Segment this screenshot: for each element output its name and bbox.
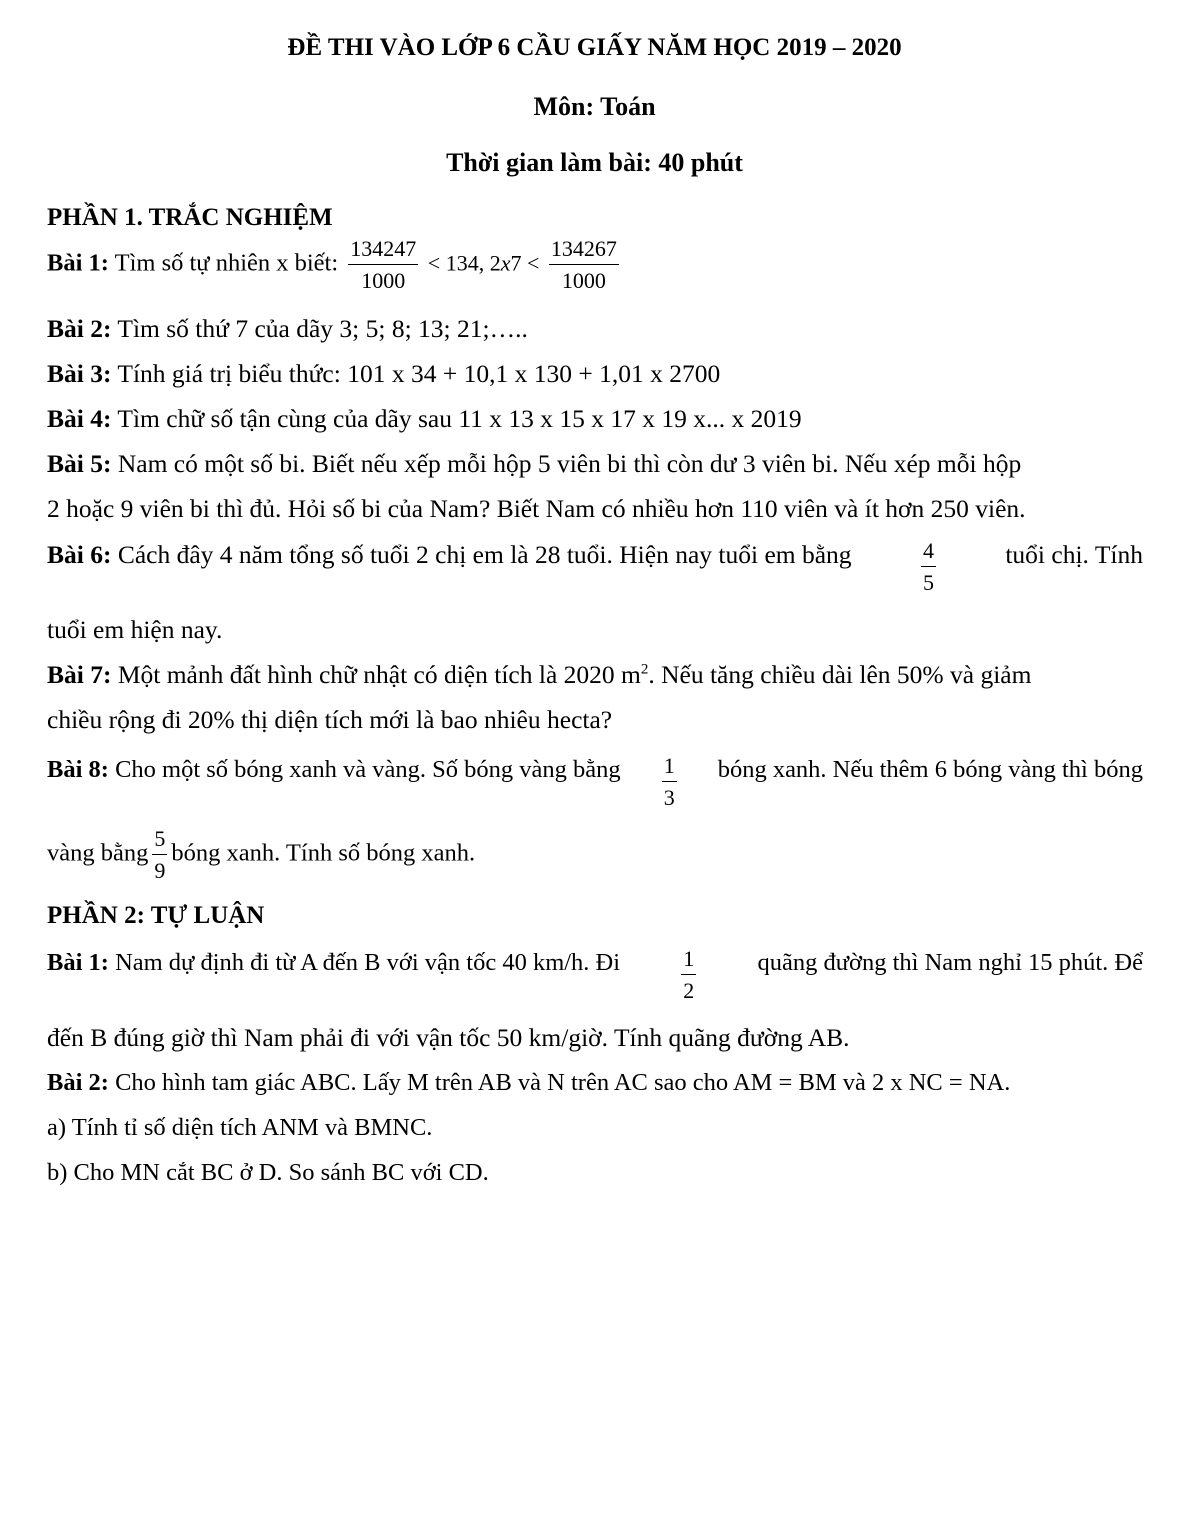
fraction-denominator: 1000 bbox=[561, 268, 606, 293]
p1-question-6-line1 bbox=[47, 540, 1143, 594]
inequality-part: < 134, 2 bbox=[422, 250, 501, 276]
question-lead bbox=[47, 540, 852, 594]
exam-title: ĐỀ THI VÀO LỚP 6 CẦU GIẤY NĂM HỌC 2019 – 2020 bbox=[287, 34, 902, 61]
question-text: vàng bằng bbox=[47, 839, 149, 867]
fraction bbox=[921, 540, 936, 594]
fraction-denominator: 1000 bbox=[361, 268, 406, 293]
fraction-numerator: 134267 bbox=[549, 238, 619, 265]
p1-question-6-line2: tuổi em hiện nay. bbox=[47, 615, 223, 644]
fraction-denominator: 3 bbox=[663, 785, 675, 810]
question-text: tuổi chị. Tính bbox=[1005, 540, 1143, 569]
question-text: quãng đường thì Nam nghỉ 15 phút. Để bbox=[757, 949, 1143, 976]
p1-question-3 bbox=[47, 359, 720, 389]
p1-question-2 bbox=[47, 314, 528, 344]
question-text: Tìm số tự nhiên x biết: bbox=[108, 249, 345, 277]
question-label: Bài 3: bbox=[47, 359, 112, 388]
fraction-numerator: 1 bbox=[681, 948, 696, 975]
p2-question-1-line2: đến B đúng giờ thì Nam phải đi với vận tốc 50 km/giờ. Tính quãng đường AB. bbox=[47, 1023, 850, 1052]
question-label: Bài 2: bbox=[47, 1069, 109, 1096]
question-text: bóng xanh. Tính số bóng xanh. bbox=[171, 839, 476, 867]
fraction bbox=[681, 948, 696, 1002]
fraction-denominator: 2 bbox=[683, 978, 695, 1003]
p1-question-4 bbox=[47, 404, 802, 434]
superscript: 2 bbox=[640, 661, 649, 678]
question-label: Bài 1: bbox=[47, 949, 109, 976]
question-label: Bài 4: bbox=[47, 404, 112, 433]
p1-question-5-line2: 2 hoặc 9 viên bi thì đủ. Hỏi số bi của Nam? Biết Nam có nhiều hơn 110 viên và ít hơn 250 viên. bbox=[47, 494, 1026, 523]
fraction-numerator: 5 bbox=[152, 828, 167, 855]
p2-question-2b: b) Cho MN cắt BC ở D. So sánh BC với CD. bbox=[47, 1159, 489, 1186]
p1-question-7-line2: chiều rộng đi 20% thị diện tích mới là bao nhiêu hecta? bbox=[47, 705, 613, 734]
question-label: Bài 7: bbox=[47, 660, 112, 689]
question-text: Nam dự định đi từ A đến B với vận tốc 40 km/h. Đi bbox=[108, 949, 621, 976]
variable-x: x bbox=[500, 250, 511, 276]
part2-heading: PHẦN 2: TỰ LUẬN bbox=[47, 902, 265, 929]
p1-question-5-line1 bbox=[47, 449, 1021, 479]
inequality-part: 7 < bbox=[510, 250, 545, 276]
p1-question-1 bbox=[47, 238, 623, 292]
fraction-numerator: 4 bbox=[921, 540, 936, 567]
question-text: Cho một số bóng xanh và vàng. Số bóng vàng bằng bbox=[108, 756, 621, 783]
question-text: bóng xanh. Nếu thêm 6 bóng vàng thì bóng bbox=[717, 756, 1143, 783]
fraction-denominator: 9 bbox=[154, 858, 166, 883]
question-text: Cho hình tam giác ABC. Lấy M trên AB và N trên AC sao cho AM = BM và 2 x NC = NA. bbox=[108, 1069, 1011, 1096]
p1-question-8-line2 bbox=[47, 828, 475, 882]
question-label: Bài 6: bbox=[47, 540, 112, 569]
question-text: Cách đây 4 năm tổng số tuổi 2 chị em là 28 tuổi. Hiện nay tuổi em bằng bbox=[111, 540, 852, 569]
p2-question-2a: a) Tính tỉ số diện tích ANM và BMNC. bbox=[47, 1114, 433, 1141]
question-label: Bài 2: bbox=[47, 314, 112, 343]
question-text: Nam có một số bi. Biết nếu xếp mỗi hộp 5 viên bi thì còn dư 3 viên bi. Nếu xép mỗi hộp bbox=[111, 449, 1022, 478]
fraction-numerator: 134247 bbox=[348, 238, 418, 265]
question-text: Tính giá trị biểu thức: 101 x 34 + 10,1 x 130 + 1,01 x 2700 bbox=[111, 359, 721, 388]
part1-heading: PHẦN 1. TRẮC NGHIỆM bbox=[47, 204, 333, 231]
fraction bbox=[549, 238, 619, 292]
fraction bbox=[152, 828, 167, 882]
exam-subject: Môn: Toán bbox=[533, 92, 656, 121]
fraction bbox=[348, 238, 418, 292]
question-lead bbox=[47, 755, 621, 809]
inequality-middle bbox=[422, 251, 545, 276]
fraction bbox=[662, 755, 677, 809]
fraction-denominator: 5 bbox=[922, 570, 934, 595]
p2-question-1-line1 bbox=[47, 948, 1143, 1002]
question-text: . Nếu tăng chiều dài lên 50% và giảm bbox=[648, 660, 1032, 689]
question-text: Tìm số thứ 7 của dãy 3; 5; 8; 13; 21;….. bbox=[111, 314, 528, 343]
fraction-numerator: 1 bbox=[662, 755, 677, 782]
question-text: Tìm chữ số tận cùng của dãy sau 11 x 13 x 15 x 17 x 19 x... x 2019 bbox=[111, 404, 802, 433]
p2-question-2 bbox=[47, 1068, 1010, 1098]
question-label: Bài 1: bbox=[47, 249, 109, 277]
exam-time: Thời gian làm bài: 40 phút bbox=[446, 148, 743, 177]
question-text: Một mảnh đất hình chữ nhật có diện tích là 2020 m bbox=[111, 660, 641, 689]
question-label: Bài 5: bbox=[47, 449, 112, 478]
question-lead bbox=[47, 948, 620, 1002]
p1-question-8-line1 bbox=[47, 755, 1143, 809]
question-label: Bài 8: bbox=[47, 756, 109, 783]
p1-question-7-line1 bbox=[47, 660, 1031, 690]
